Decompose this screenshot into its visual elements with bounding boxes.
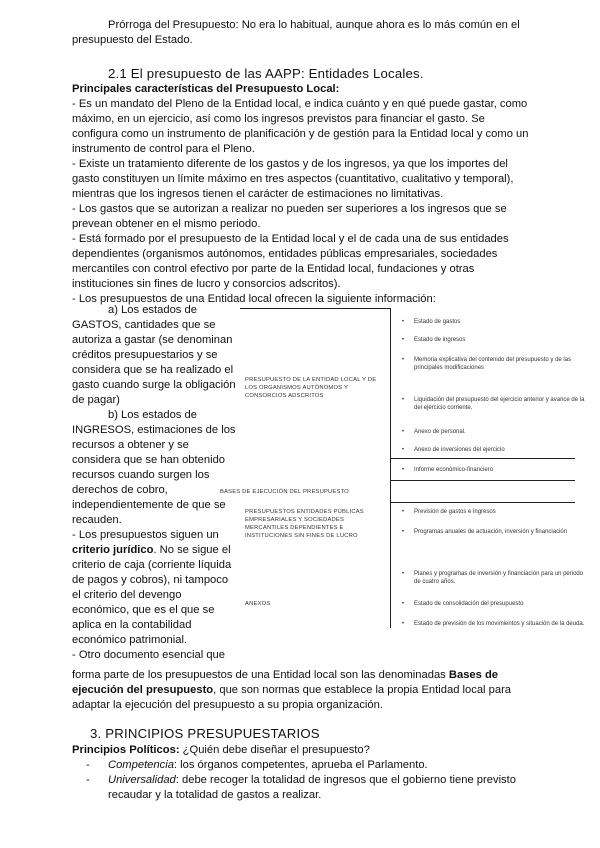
row3-item: • Previsión de gastos e ingresos	[400, 508, 589, 516]
section-heading: 2.1 El presupuesto de las AAPP: Entidades Locales.	[108, 66, 424, 81]
table-top-rule	[240, 308, 390, 309]
table-rule-2	[390, 480, 575, 481]
principle-item	[72, 758, 532, 773]
principle-term: Competencia	[108, 759, 174, 771]
item-a-text: GASTOS, cantidades que se autoriza a gastar (se denominan créditos presupuestarios y se considera que se ha realizado el gasto cuando surge la obligación de pagar)	[72, 319, 236, 406]
paragraph-gastos: - Los gastos que se autorizan a realizar no pueden ser superiores a los ingresos que se prevean obtener en el mismo periodo.	[72, 203, 507, 230]
paragraph-formado: - Está formado por el presupuesto de la Entidad local y el de cada una de sus entidades dependientes (organismos autónomos, entidades públicas empresariales, sociedades mercantiles con control efectivo por parte de la Entidad local, fundaciones y otras instituciones sin fines de lucro y consorcios adscritos).	[72, 233, 509, 290]
principle-text: : debe recoger la totalidad de ingresos que el gobierno tiene previsto recaudar y la totalidad de gastos a realizar.	[108, 774, 516, 801]
row-label-presupuesto: PRESUPUESTO DE LA ENTIDAD LOCAL Y DE LOS ORGANISMOS AUTÓNOMOS Y CONSORCIOS ADSCRITOS	[245, 377, 377, 399]
row4-item: • Estado de previsión de los movimientos y situación de la deuda.	[400, 620, 589, 628]
table-vertical-divider	[390, 308, 391, 628]
item-a-label: a) Los estados de	[108, 304, 197, 316]
section3-heading: 3. PRINCIPIOS PRESUPUESTARIOS	[90, 726, 320, 741]
paragraph-mandato: - Es un mandato del Pleno de la Entidad local, e indica cuánto y en qué puede gastar, como máximo, en un ejercicio, así como los ingresos previstos para financiar el gasto. Se configura como un instrumento de planificación y de gestión para la Entidad local y como un instrumento de control para el Pleno.	[72, 98, 529, 155]
principle-item	[72, 773, 532, 803]
criterio-bold: criterio jurídico	[72, 544, 154, 556]
bases-paragraph	[72, 668, 532, 713]
paragraph-tratamiento: - Existe un tratamiento diferente de los gastos y de los ingresos, ya que los importes del gasto constituyen un límite máximo en tres aspectos (cuantitativo, cualitativo y temporal), mientras que los ingresos tienen el carácter de estimaciones no limitativas.	[72, 158, 514, 200]
intro-paragraph	[72, 18, 532, 48]
section3-subheading-bold: Principios Políticos:	[72, 744, 180, 756]
dash-bullet: -	[86, 774, 90, 786]
bases-post: , que son normas que establece la propia Entidad local para adaptar la ejecución del presupuesto a su propia organización.	[72, 684, 512, 711]
bases-pre: forma parte de los presupuestos de una Entidad local son las denominadas	[72, 669, 449, 681]
row1-item: • Liquidación del presupuesto del ejercicio anterior y avance de la del ejercicio corriente.	[400, 396, 589, 412]
row1-item: • Informe económico-financiero	[400, 466, 589, 474]
criterio-post: . No se sigue el criterio de caja (corriente líquida de pagos y cobros), ni tampoco el criterio del devengo económico, que es el que se aplica en la contabilidad económico patrimonial.	[72, 544, 232, 646]
row3-item: • Programas anuales de actuación, inversión y financiación	[400, 528, 589, 536]
row4-item: • Estado de consolidación del presupuesto	[400, 600, 589, 608]
dash-bullet: -	[86, 759, 90, 771]
row1-item: • Anexo de inversiones del ejercicio	[400, 446, 589, 454]
table-rule-3	[390, 502, 575, 503]
left-column	[72, 303, 237, 663]
bases-bold: Bases de ejecución del presupuesto	[72, 669, 499, 696]
criterio-pre: - Los presupuestos siguen un	[72, 529, 219, 541]
item-b-label: b) Los estados de	[108, 409, 197, 421]
row1-item: • Anexo de personal.	[400, 428, 589, 436]
section-body	[72, 82, 532, 307]
table-rule-1	[390, 458, 575, 459]
section-subheading: Principales características del Presupuesto Local:	[72, 83, 340, 95]
principle-term: Universalidad	[108, 774, 176, 786]
presupuesto-table	[220, 308, 585, 638]
paragraph-informacion: - Los presupuestos de una Entidad local ofrecen la siguiente información:	[72, 293, 436, 305]
row3-item: • Planes y programas de inversión y financiación para un periodo de cuatro años.	[400, 570, 589, 586]
row-label-anexos: ANEXOS	[245, 601, 271, 607]
criterio-paragraph	[72, 528, 237, 648]
intro-line-1: Prórroga del Presupuesto: No era lo habitual, aunque ahora es lo más común en el	[108, 19, 520, 31]
section3-subheading-rest: ¿Quién debe diseñar el presupuesto?	[179, 744, 370, 756]
row-label-entidades: PRESUPUESTOS ENTIDADES PÚBLICAS EMPRESARIALES Y SOCIEDADES MERCANTILES DEPENDIENTES E INSTITUCIONES SIN FINES DE LUCRO	[245, 509, 364, 539]
row1-item: • Estado de gastos	[400, 318, 589, 326]
otro-documento-line: - Otro documento esencial que	[72, 649, 225, 661]
row-label-bases: BASES DE EJECUCIÓN DEL PRESUPUESTO	[220, 489, 349, 495]
intro-line-2: presupuesto del Estado.	[72, 34, 193, 46]
section3-body	[72, 743, 532, 803]
row1-item: • Estado de ingresos	[400, 336, 589, 344]
row1-item: • Memoria explicativa del contenido del presupuesto y de las principales modificaciones	[400, 356, 589, 372]
principle-text: : los órganos competentes, aprueba el Parlamento.	[173, 759, 428, 771]
item-b-text: INGRESOS, estimaciones de los recursos a obtener y se considera que se han obtenido recursos cuando surgen los derechos de cobro, independientemente de que se recauden.	[72, 424, 236, 526]
